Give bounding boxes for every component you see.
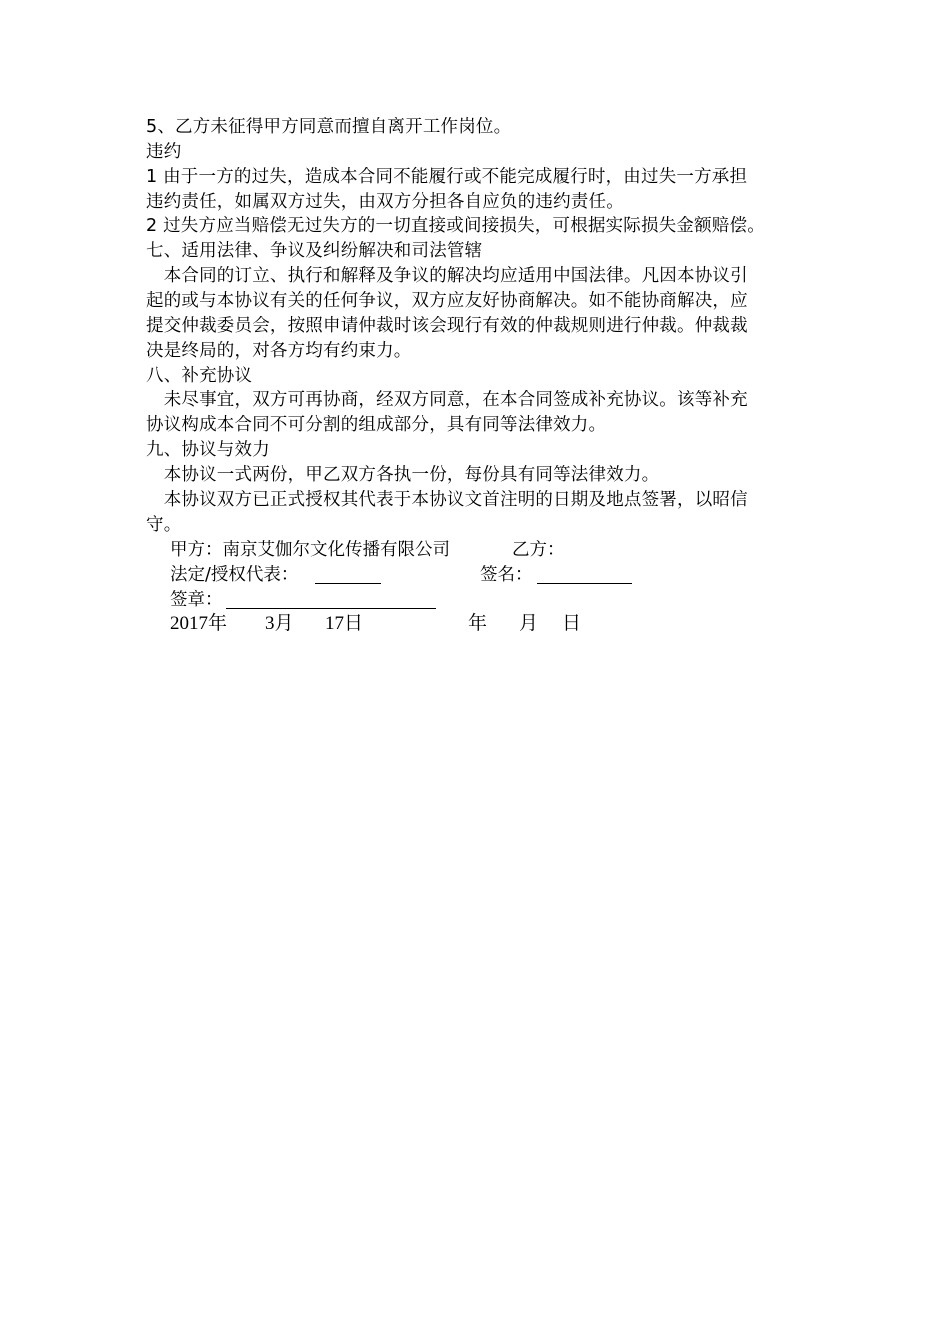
text-line: 协议构成本合同不可分割的组成部分，具有同等法律效力。 (146, 415, 607, 436)
text-line: 本协议双方已正式授权其代表于本协议文首注明的日期及地点签署，以昭信 (146, 489, 748, 510)
text-line: 起的或与本协议有关的任何争议，双方应友好协商解决。如不能协商解决，应 (146, 290, 748, 311)
text-line: 九、协议与效力 (146, 440, 270, 461)
date-b-day: 日 (562, 613, 582, 634)
sign-name-blank (537, 583, 632, 584)
seal-label: 签章： (170, 590, 223, 610)
text-line: 5、乙方未征得甲方同意而擅自离开工作岗位。 (146, 117, 512, 137)
text-line: 七、适用法律、争议及纠纷解决和司法管辖 (146, 241, 483, 262)
text-line: 违约 (146, 141, 182, 162)
date-b-month: 月 (519, 613, 539, 634)
text-line: 守。 (146, 514, 182, 535)
representative-label: 法定/授权代表： (170, 565, 299, 585)
text-line: 本合同的订立、执行和解释及争议的解决均应适用中国法律。凡因本协议引 (146, 266, 748, 287)
sign-name-label: 签名： (480, 565, 533, 585)
date-a-day: 17日 (325, 613, 364, 634)
seal-blank (226, 608, 436, 609)
date-a-month: 3月 (265, 613, 294, 634)
text-line: 决是终局的，对各方均有约束力。 (146, 340, 412, 361)
text-line: 八、补充协议 (146, 365, 253, 386)
text-line: 1 由于一方的过失，造成本合同不能履行或不能完成履行时，由过失一方承担 (146, 166, 748, 187)
text-line: 未尽事宜，双方可再协商，经双方同意，在本合同签成补充协议。该等补充 (146, 390, 748, 411)
party-a-label: 甲方：南京艾伽尔文化传播有限公司 (170, 540, 450, 560)
text-line: 本协议一式两份，甲乙双方各执一份，每份具有同等法律效力。 (146, 464, 660, 485)
date-b-year: 年 (468, 613, 488, 634)
text-line: 违约责任，如属双方过失，由双方分担各自应负的违约责任。 (146, 191, 624, 212)
representative-blank (315, 583, 381, 584)
date-a-year: 2017年 (170, 613, 228, 634)
party-b-label: 乙方： (512, 540, 565, 560)
text-line: 2 过失方应当赔偿无过失方的一切直接或间接损失，可根据实际损失金额赔偿。 (146, 216, 765, 237)
text-line: 提交仲裁委员会，按照申请仲裁时该会现行有效的仲裁规则进行仲裁。仲裁裁 (146, 315, 748, 336)
